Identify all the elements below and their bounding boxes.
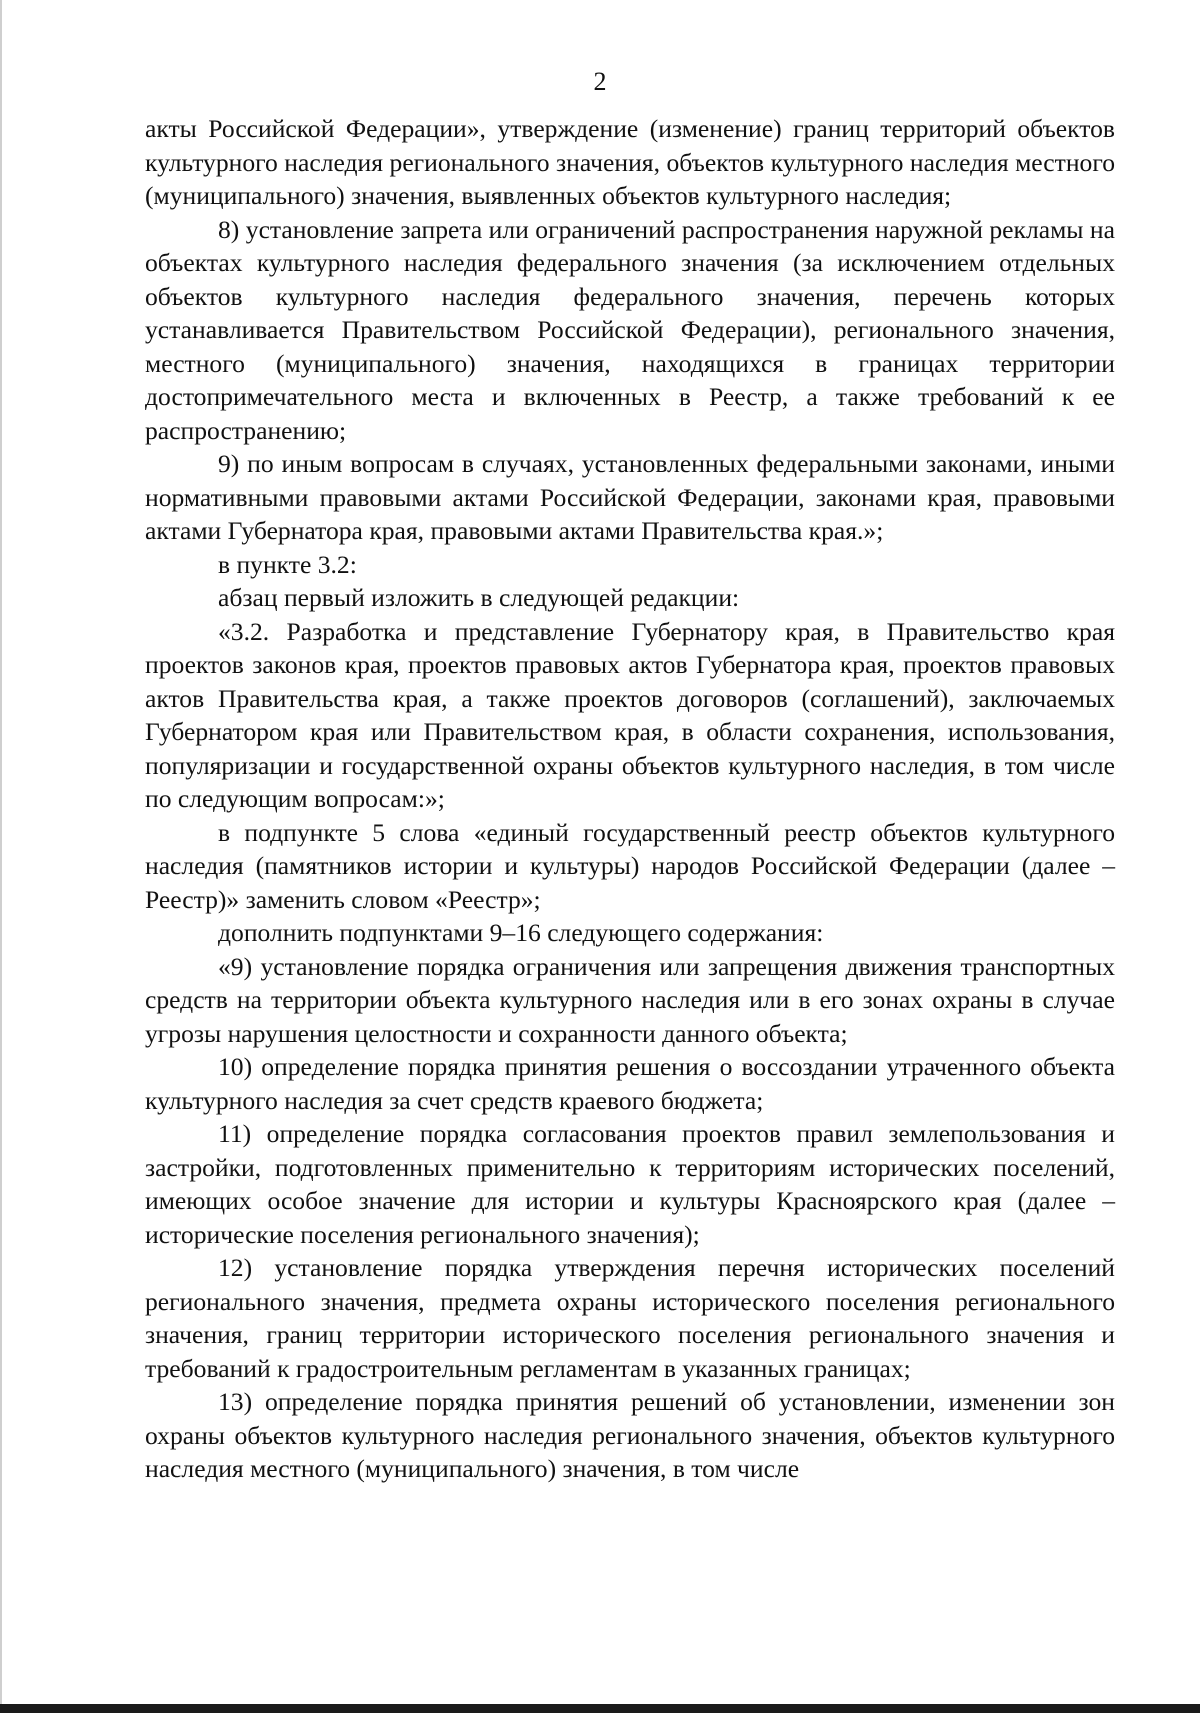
paragraph-subpoint-12: 12) установление порядка утверждения перечня исторических поселений регионального значения, предмета охраны исторического поселения регионального значения, границ территории исторического поселения регионального значения и требований к градостроительным регламентам в указанных границах; [145,1253,1115,1383]
paragraph-item-8: 8) установление запрета или ограничений распространения наружной рекламы на объектах культурного наследия федерального значения (за исключением отдельных объектов культурного наследия федерального значения, перечень которых устанавливается Правительством Российской Федерации), регионального значения, местного (муниципального) значения, находящихся в границах территории достопримечательного места и включенных в Реестр, а также требований к ее распространению; [145,214,1115,445]
scan-edge-left [0,0,2,1713]
paragraph-subpoint-5-replacement: в подпункте 5 слова «единый государственный реестр объектов культурного наследия (памятников истории и культуры) народов Российской Федерации (далее – Реестр)» заменить словом «Реестр»; [145,817,1115,914]
paragraph-point-3-2-text: «3.2. Разработка и представление Губернатору края, в Правительство края проектов законов края, проектов правовых актов Губернатора края, проектов правовых актов Правительства края, а также проектов договоров (соглашений), заключаемых Губернатором края или Правительством края, в области сохранения, использования, популяризации и государственной охраны объектов культурного наследия, в том числе по следующим вопросам:»; [145,616,1115,813]
document-body [145,112,1115,1486]
paragraph-first-para-instruction: абзац первый изложить в следующей редакции: [218,583,740,612]
page-number: 2 [593,67,607,96]
paragraph-item-9: 9) по иным вопросам в случаях, установленных федеральными законами, иными нормативными правовыми актами Российской Федерации, законами края, правовыми актами Губернатора края, правовыми актами Правительства края.»; [145,449,1115,545]
paragraph-add-subpoints: дополнить подпунктами 9–16 следующего содержания: [218,918,824,947]
paragraph-continuation: акты Российской Федерации», утверждение (изменение) границ территорий объектов культурного наследия регионального значения, объектов культурного наследия местного (муниципального) значения, выявленных объектов культурного наследия; [145,114,1115,210]
paragraph-subpoint-11: 11) определение порядка согласования проектов правил землепользования и застройки, подготовленных применительно к территориям исторических поселений, имеющих особое значение для истории и культуры Красноярского края (далее – исторические поселения регионального значения); [145,1119,1115,1249]
paragraph-point-3-2-intro: в пункте 3.2: [218,549,357,579]
scan-edge-bottom [0,1704,1200,1713]
paragraph-subpoint-10: 10) определение порядка принятия решения о воссоздании утраченного объекта культурного наследия за счет средств краевого бюджета; [145,1052,1115,1115]
paragraph-subpoint-13: 13) определение порядка принятия решений об установлении, изменении зон охраны объектов культурного наследия регионального значения, объектов культурного наследия местного (муниципального) значения, в том числе [145,1387,1115,1483]
paragraph-subpoint-9: «9) установление порядка ограничения или запрещения движения транспортных средств на территории объекта культурного наследия или в его зонах охраны в случае угрозы нарушения целостности и сохранности данного объекта; [145,951,1115,1048]
